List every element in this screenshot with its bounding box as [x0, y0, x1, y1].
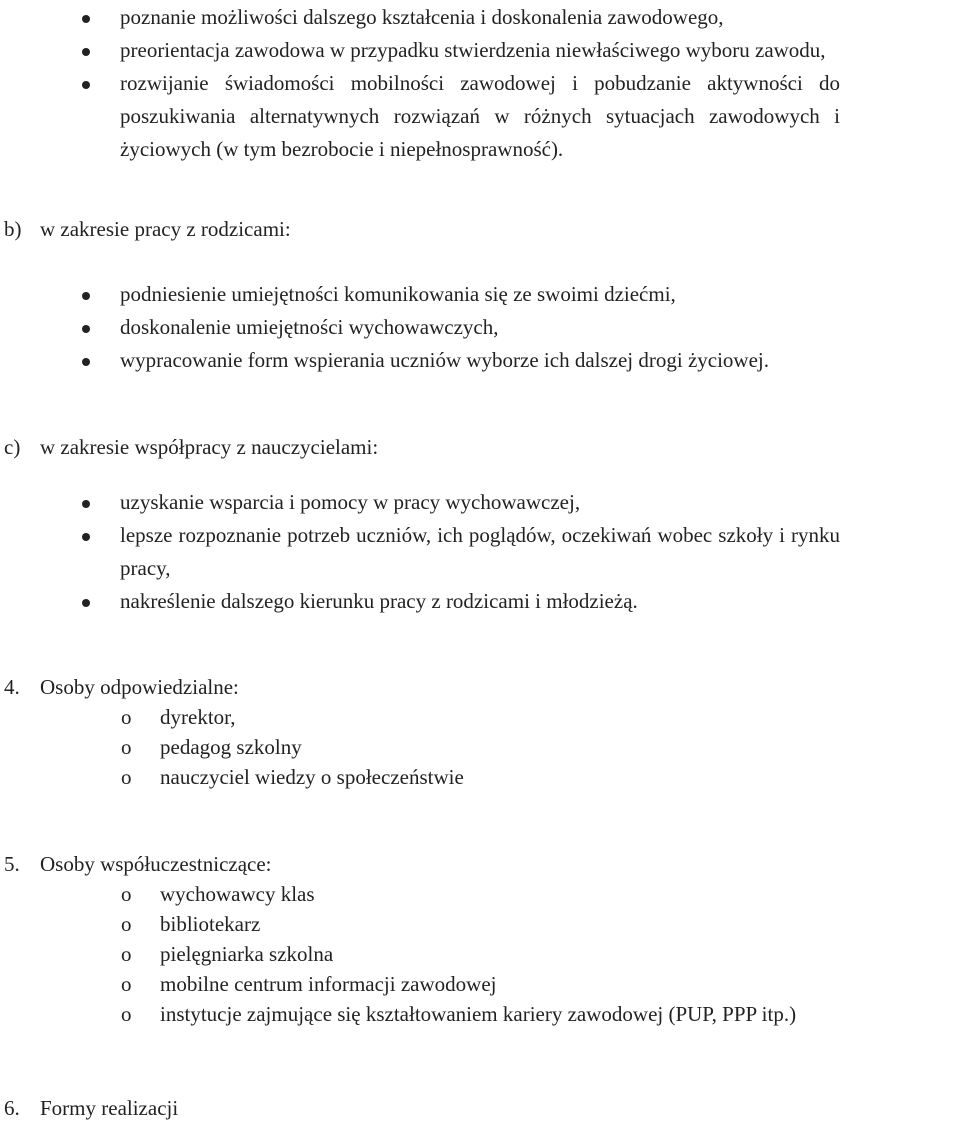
responsible-persons-list: [0, 702, 930, 792]
list-item-text: uzyskanie wsparcia i pomocy w pracy wychowawczej,: [120, 490, 581, 514]
circle-bullet-icon: o: [121, 1002, 132, 1026]
bullet-icon: [82, 48, 90, 56]
goals-list-parents: [0, 278, 840, 377]
section-title: Osoby współuczestniczące:: [40, 852, 272, 876]
list-item: [0, 486, 840, 519]
list-item: [0, 762, 930, 792]
bullet-icon: [82, 500, 90, 508]
list-item-text: instytucje zajmujące się kształtowaniem kariery zawodowej (PUP, PPP itp.): [160, 1002, 797, 1026]
bullet-icon: [82, 81, 90, 89]
section-b-heading: [4, 214, 291, 244]
bullet-icon: [82, 325, 90, 333]
list-item: [0, 344, 840, 377]
bullet-icon: [82, 358, 90, 366]
list-item: [0, 879, 930, 909]
section-number: 5.: [4, 852, 20, 876]
circle-bullet-icon: o: [121, 705, 132, 729]
list-item-text: doskonalenie umiejętności wychowawczych,: [120, 315, 499, 339]
list-item-text: wypracowanie form wspierania uczniów wyborze ich dalszej drogi życiowej.: [120, 348, 770, 372]
bullet-icon: [82, 533, 90, 541]
list-item-text: lepsze rozpoznanie potrzeb uczniów, ich poglądów, oczekiwań wobec szkoły i rynku pracy,: [120, 523, 840, 580]
bullet-icon: [82, 292, 90, 300]
goals-list-students: [0, 1, 840, 166]
list-item: [0, 311, 840, 344]
list-item: [0, 999, 920, 1029]
circle-bullet-icon: o: [121, 882, 132, 906]
list-item-text: nakreślenie dalszego kierunku pracy z rodzicami i młodzieżą.: [120, 589, 638, 613]
section-title: w zakresie współpracy z nauczycielami:: [40, 435, 379, 459]
list-item: [0, 732, 930, 762]
list-item-text: pielęgniarka szkolna: [160, 942, 334, 966]
list-item-text: mobilne centrum informacji zawodowej: [160, 972, 497, 996]
circle-bullet-icon: o: [121, 942, 132, 966]
section-c-heading: [4, 432, 378, 462]
list-item-text: dyrektor,: [160, 705, 236, 729]
circle-bullet-icon: o: [121, 972, 132, 996]
list-item: [0, 1, 840, 34]
bullet-icon: [82, 15, 90, 23]
goals-list-teachers: [0, 486, 840, 618]
list-item-text: podniesienie umiejętności komunikowania się ze swoimi dziećmi,: [120, 282, 676, 306]
circle-bullet-icon: o: [121, 765, 132, 789]
list-item: [0, 939, 930, 969]
section-letter: c): [4, 435, 21, 459]
list-item: [0, 909, 930, 939]
circle-bullet-icon: o: [121, 735, 132, 759]
section-title: Formy realizacji: [40, 1096, 179, 1120]
bullet-icon: [82, 599, 90, 607]
list-item-text: poznanie możliwości dalszego kształcenia i doskonalenia zawodowego,: [120, 5, 724, 29]
list-item: [0, 585, 840, 618]
list-item-text: preorientacja zawodowa w przypadku stwierdzenia niewłaściwego wyboru zawodu,: [120, 38, 826, 62]
list-item-text: nauczyciel wiedzy o społeczeństwie: [160, 765, 464, 789]
circle-bullet-icon: o: [121, 912, 132, 936]
list-item: [0, 702, 930, 732]
list-item-text: pedagog szkolny: [160, 735, 302, 759]
list-item-text: bibliotekarz: [160, 912, 261, 936]
list-item-text: wychowawcy klas: [160, 882, 315, 906]
section-5-heading: [4, 849, 272, 879]
section-4-heading: [4, 672, 239, 702]
section-title: Osoby odpowiedzialne:: [40, 675, 239, 699]
list-item: [0, 519, 840, 585]
participants-list: [0, 879, 930, 1029]
section-title: w zakresie pracy z rodzicami:: [40, 217, 291, 241]
list-item: [0, 969, 930, 999]
section-number: 4.: [4, 675, 20, 699]
section-number: 6.: [4, 1096, 20, 1120]
section-letter: b): [4, 217, 22, 241]
list-item: [0, 278, 840, 311]
list-item: [0, 34, 840, 67]
section-6-heading: [4, 1093, 178, 1123]
list-item: [0, 67, 840, 166]
list-item-text: rozwijanie świadomości mobilności zawodowej i pobudzanie aktywności do poszukiwania alternatywnych rozwiązań w różnych sytuacjach zawodowych i życiowych (w tym bezrobocie i niepełnosprawność).: [120, 71, 840, 161]
